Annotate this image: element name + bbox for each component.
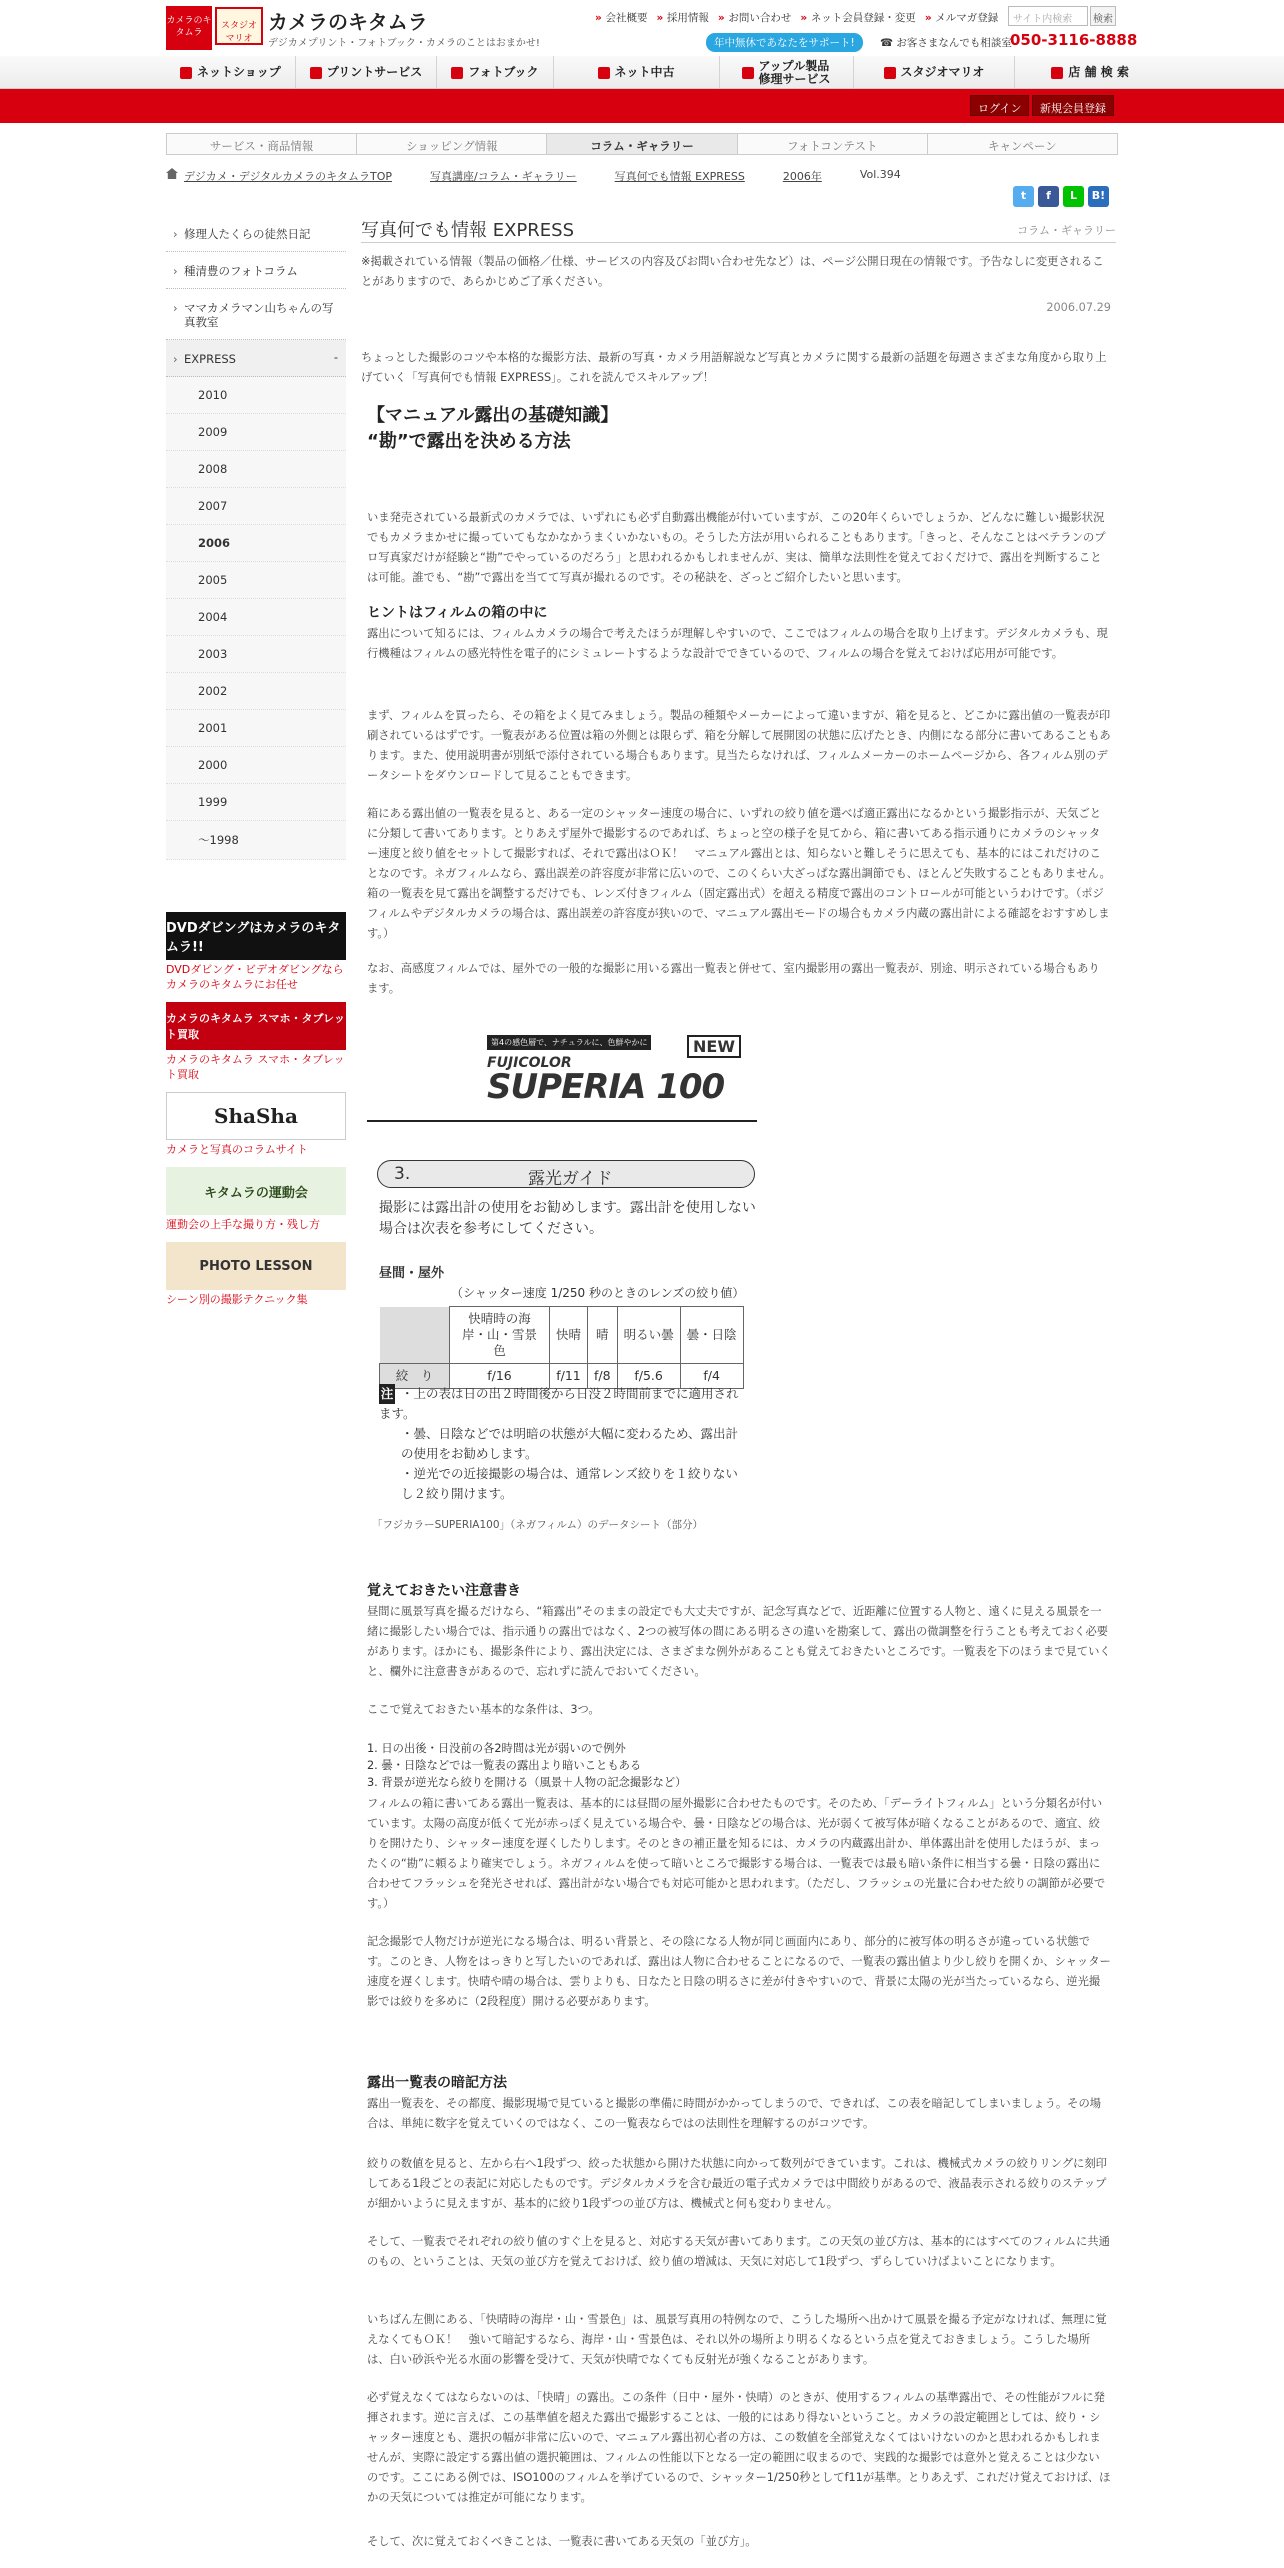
sidebar-year-2010[interactable]: 2010	[166, 377, 346, 414]
paragraph-4: 箱にある露出値の一覧表を見ると、ある一定のシャッター速度の場合に、いずれの絞り値を選べば適正露出になるかという撮影指示が、天気ごとに分類して書いてあります。とりあえず屋外で撮影するのであれば、ちょっと空の様子を見てから、箱に書いてある指示通りにカメラのシャッター速度と絞り値をセットして撮影すれば、それで露出はＯＫ！ マニュアル露出とは、知らないと難しそうに思えても、基本的にはこれだけのことなのです。ネガフィルムなら、露出誤差の許容度が非常に広いので、このくらい大ざっぱな露出調節でも、ほとんど失敗することもありません。箱の一覧表を見て露出を調整するだけでも、レンズ付きフィルム（固定露出式）を超える精度で露出のコントロールが可能というわけです。（ポジフィルムやデジタルカメラの場合は、露出誤差の許容度が狭いので、マニュアル露出モードの場合もカメラ内蔵の露出計による確認をおすすめします。）	[367, 807, 1111, 940]
header-link-company[interactable]: » 会社概要	[595, 10, 647, 25]
line-icon[interactable]: L	[1063, 186, 1084, 207]
table-cell: f/4	[680, 1364, 743, 1389]
header-link-recruit[interactable]: » 採用情報	[656, 10, 708, 25]
breadcrumb-year[interactable]: 2006年	[782, 170, 822, 183]
paragraph-2: 露出について知るには、フィルムカメラの場合で考えたほうが理解しやすいので、ここではフィルムの場合を取り上げます。デジタルカメラも、現行機種はフィルムの感光特性を電子的にシミュレートするような設計でできているので、フィルムの場合を覚えておけば応用が可能です。	[367, 627, 1108, 660]
facebook-icon[interactable]: f	[1038, 186, 1059, 207]
sidebar-year-2000[interactable]: 2000	[166, 747, 346, 784]
banner-smartphone[interactable]	[166, 1002, 346, 1082]
banner-photo-lesson-caption[interactable]: シーン別の撮影テクニック集	[166, 1293, 308, 1306]
tab-service[interactable]: サービス・商品情報	[167, 134, 357, 154]
header-link-member[interactable]: » ネット会員登録・変更	[800, 10, 915, 25]
paragraph-8: フィルムの箱に書いてある露出一覧表は、基本的には昼間の屋外撮影に合わせたものです。そのため、「デーライトフィルム」という分類名が付いています。太陽の高度が低くて光が赤っぽく見えている場合や、曇・日陰などの場合は、光が弱くて被写体が暗くなることがあるので、適宜、絞りを開けたり、シャッター速度を遅くしたりします。そのときの補正量を知るには、カメラの内蔵露出計か、単体露出計を使用したほうが、まったくの“勘”に頼るより確実でしょう。ネガフィルムを使って暗いところで撮影する場合は、一覧表では最も暗い条件に相当する曇・日陰の露出に合わせてフラッシュを発光させれば、露出計がない場合でも対応可能かと思われます。（ただし、フラッシュの光量に合わせた絞りの調節が必要です。）	[367, 1797, 1106, 1910]
cart-icon	[180, 67, 192, 79]
kitamura-logo[interactable]: カメラのキタムラ	[166, 6, 212, 50]
exposure-table	[379, 1306, 744, 1389]
paragraph-3: まず、フィルムを買ったら、その箱をよく見てみましょう。製品の種類やメーカーによって違いますが、箱を見ると、どこかに露出値の一覧表が印刷されているはずです。一覧表がある位置は箱の外側とは限らず、箱を分解して展開図の状態に広げたとき、内側になる部分に書いてあることもあります。また、使用説明書が別紙で添付されている場合もあります。見当たらなければ、フィルムメーカーのホームページから、各フィルム別のデータシートをダウンロードして見ることもできます。	[367, 709, 1111, 782]
list-item: 3. 背景が逆光なら絞りを開ける（風景＋人物の記念撮影など）	[367, 1776, 687, 1789]
global-nav	[0, 56, 1284, 89]
banner-dvd[interactable]	[166, 912, 346, 992]
gnav-apple-repair[interactable]: アップル製品 修理サービス	[720, 56, 854, 89]
banner-shasha[interactable]	[166, 1092, 346, 1157]
banner-shasha-image[interactable]: ShaSha	[166, 1092, 346, 1140]
table-cell: f/11	[550, 1364, 588, 1389]
gnav-print[interactable]: プリントサービス	[296, 56, 438, 89]
gnav-used[interactable]: ネット中古	[554, 56, 720, 89]
sheet-divider	[367, 1120, 757, 1122]
sidebar-year-2006[interactable]: 2006	[166, 525, 346, 562]
support-note: ☎ お客さまなんでも相談室	[880, 37, 1012, 49]
studio-mario-logo[interactable]: スタジオマリオ	[215, 7, 263, 45]
intro-text: ちょっとした撮影のコツや本格的な撮影方法、最新の写真・カメラ用語解説など写真とカメラに関する最新の話題を毎週さまざまな角度から取り上げていく「写真何でも情報 EXPRESS」。これを読んでスキルアップ！	[361, 351, 1107, 384]
paragraph-10: 露出一覧表を、その都度、撮影現場で見ていると撮影の準備に時間がかかってしまうので、できれば、この表を暗記してしまいましょう。その場合は、単純に数字を覚えていくのではなく、この一覧表ならではの法則性を理解するのがコツです。	[367, 2097, 1102, 2130]
sidebar-year-1998[interactable]: ～1998	[166, 821, 346, 860]
sidebar-item-mama-camera[interactable]: › ママカメラマン山ちゃんの写真教室	[166, 289, 346, 340]
gnav-netshop[interactable]: ネットショップ	[166, 56, 296, 89]
list-item: 2. 曇・日陰などでは一覧表の露出より暗いこともある	[367, 1759, 642, 1772]
breadcrumb-column[interactable]: 写真講座/コラム・ギャラリー	[430, 170, 577, 183]
table-row-label: 絞 り	[380, 1364, 450, 1389]
support-badge: 年中無休であなたをサポート!	[706, 33, 863, 52]
wrench-icon	[742, 67, 754, 79]
tab-column[interactable]: コラム・ギャラリー	[547, 134, 737, 154]
datasheet-caption: 「フジカラーSUPERIA100」（ネガフィルム）のデータシート（部分）	[372, 1519, 704, 1531]
twitter-icon[interactable]: t	[1013, 186, 1034, 207]
sidebar-year-1999[interactable]: 1999	[166, 784, 346, 821]
condition-label: 昼間・屋外	[379, 1266, 445, 1281]
superia-logo: 第4の感色層で、ナチュラルに、色鮮やかに NEW FUJICOLOR SUPERIA 100	[487, 1035, 747, 1125]
table-header: 曇・日陰	[680, 1307, 743, 1364]
table-cell: f/8	[588, 1364, 618, 1389]
exposure-guide-heading: 3. 露光ガイド	[377, 1160, 755, 1188]
header-link-mailmag[interactable]: » メルマガ登録	[925, 10, 998, 25]
member-bar	[0, 89, 1284, 123]
site-search-input[interactable]: サイト内検索	[1008, 6, 1088, 26]
sidebar-year-2002[interactable]: 2002	[166, 673, 346, 710]
heading-notes: 覚えておきたい注意書き	[367, 1583, 521, 1599]
paragraph-5: なお、高感度フィルムでは、屋外での一般的な撮影に用いる露出一覧表と併せて、室内撮影用の露出一覧表が、別途、明示されている場合もあります。	[367, 962, 1100, 995]
sidebar-item-repair-diary[interactable]: › 修理人たくらの徒然日記	[166, 215, 346, 252]
banner-smartphone-caption[interactable]: カメラのキタムラ スマホ・タブレット買取	[166, 1053, 345, 1081]
paragraph-11: 絞りの数値を見ると、左から右へ1段ずつ、絞った状態から開けた状態に向かって数列ができています。これは、機械式カメラの絞りリングに刻印してある1段ごとの表記に対応したものです。デジタルカメラを含む最近の電子式カメラでは中間絞りがあるので、液晶表示される絞りのステップが細かいように見えますが、基本的に絞り1段ずつの並び方は、機械式と何も変わりません。	[367, 2157, 1107, 2210]
banner-photo-lesson[interactable]	[166, 1242, 346, 1307]
support-phone[interactable]: 050-3116-8888	[1010, 31, 1138, 49]
conditions-list	[361, 1740, 686, 1791]
banner-smartphone-image[interactable]: カメラのキタムラ スマホ・タブレット買取	[166, 1002, 346, 1050]
hatena-bookmark-icon[interactable]: B!	[1088, 186, 1109, 207]
table-cell: f/5.6	[617, 1364, 680, 1389]
login-button[interactable]: ログイン	[970, 95, 1029, 116]
banner-photo-lesson-image[interactable]: PHOTO LESSON	[166, 1242, 346, 1290]
banner-sports-day-image[interactable]: キタムラの運動会	[166, 1167, 346, 1215]
shutter-note: （シャッター速度 1/250 秒のときのレンズの絞り値）	[451, 1286, 745, 1300]
camera-icon	[598, 67, 610, 79]
table-notes: 注 ・上の表は日の出２時間後から日没２時間前までに適用されます。 ・曇、日陰などでは明暗の状態が大幅に変わるため、露出計の使用をお勧めします。 ・逆光での近接撮影の場合は、通常レンズ絞りを１絞りないし２絞り開けます。	[379, 1386, 739, 1501]
header-link-contact[interactable]: » お問い合わせ	[718, 10, 791, 25]
category-label: コラム・ギャラリー	[1017, 224, 1116, 237]
brand-title[interactable]: カメラのキタムラ	[268, 10, 428, 34]
sidebar-item-express[interactable]: › EXPRESS -	[166, 340, 346, 377]
title-divider	[361, 242, 1116, 243]
note-badge: 注	[379, 1384, 395, 1404]
breadcrumb-top[interactable]: デジカメ・デジタルカメラのキタムラTOP	[184, 170, 393, 183]
register-button[interactable]: 新規会員登録	[1032, 95, 1114, 116]
sidebar-year-2001[interactable]: 2001	[166, 710, 346, 747]
brand-tagline: デジカメプリント・フォトブック・カメラのことはおまかせ!	[268, 38, 540, 49]
list-item: 1. 日の出後・日没前の各2時間は光が弱いので例外	[367, 1742, 626, 1755]
headline-2: “勘”で露出を決める方法	[367, 431, 571, 452]
tab-contest[interactable]: フォトコンテスト	[738, 134, 928, 154]
heading-hint: ヒントはフィルムの箱の中に	[367, 605, 548, 621]
table-header: 快晴時の海岸・山・雪景色	[450, 1307, 550, 1364]
search-button[interactable]: 検索	[1090, 6, 1116, 26]
sidebar	[166, 215, 346, 1307]
print-icon	[310, 67, 322, 79]
sidebar-year-2003[interactable]: 2003	[166, 636, 346, 673]
breadcrumb	[166, 168, 939, 184]
banner-sports-day-caption[interactable]: 運動会の上手な撮り方・残し方	[166, 1218, 320, 1231]
paragraph-15: そして、次に覚えておくべきことは、一覧表に書いてある天気の「並び方」。	[367, 2535, 757, 2548]
table-header: 晴	[588, 1307, 618, 1364]
breadcrumb-current: Vol.394	[859, 168, 901, 181]
paragraph-14: 必ず覚えなくてはならないのは、「快晴」の露出。この条件（日中・屋外・快晴）のときが、使用するフィルムの基準露出で、その性能がフルに発揮されます。逆に言えば、この基準値を超えた露出で撮影することは、一般的にはあり得ないということ。カメラの設定範囲としては、絞り・シャッター速度とも、選択の幅が非常に広いので、マニュアル露出初心者の方は、この数値を全部覚えなくてはいけないのかと思われるかもしれませんが、実際に設定する露出値の選択範囲は、フィルムの性能以下となる一定の範囲に収まるので、実践的な撮影では意外と覚えることは少ないのです。ここにある例では、ISO100のフィルムを挙げているので、シャッター1/250秒としてf11が基準。とりあえず、これだけ覚えておけば、ほかの天気については推定が可能になります。	[367, 2391, 1111, 2504]
publish-date: 2006.07.29	[1046, 301, 1111, 314]
tab-campaign[interactable]: キャンペーン	[928, 134, 1117, 154]
banner-dvd-image[interactable]: DVDダビングはカメラのキタムラ!!	[166, 912, 346, 960]
tab-shopping[interactable]: ショッピング情報	[357, 134, 547, 154]
home-icon	[166, 168, 178, 179]
sidebar-year-2004[interactable]: 2004	[166, 599, 346, 636]
gnav-store-search[interactable]: 店 舗 検 索	[1015, 56, 1165, 89]
gnav-photobook[interactable]: フォトブック	[437, 56, 553, 89]
page-title: 写真何でも情報 EXPRESS	[361, 220, 575, 241]
store-icon	[1051, 67, 1063, 79]
header-links	[595, 10, 998, 25]
heading-memo: 露出一覧表の暗記方法	[367, 2075, 507, 2091]
sidebar-year-2007[interactable]: 2007	[166, 488, 346, 525]
studio-icon	[884, 67, 896, 79]
paragraph-6: 昼間に風景写真を撮るだけなら、“箱露出”そのままの設定でも大丈夫ですが、記念写真などで、近距離に位置する人物と、遠くに見える風景を一緒に撮影したい場合では、指示通りの露出ではなく、2つの被写体の間にある明るさの違いを勘案して、露出の微調整を行うことも考えておく必要があります。ほかにも、撮影条件により、露出決定には、さまざまな例外があることも覚えておきたいところです。一覧表を下のほうまで見ていくと、欄外に注意書きがあるので、忘れずに読んでおいてください。	[367, 1605, 1111, 1678]
share-buttons	[1013, 186, 1109, 207]
sidebar-year-2009[interactable]: 2009	[166, 414, 346, 451]
table-cell: f/16	[450, 1364, 550, 1389]
notice-text: ※掲載されている情報（製品の価格／仕様、サービスの内容及びお問い合わせ先など）は、ページ公開日現在の情報です。予告なしに変更されることがありますので、あらかじめご了承ください。	[361, 255, 1104, 288]
sidebar-item-photo-column[interactable]: › 種清豊のフォトコラム	[166, 252, 346, 289]
collapse-icon[interactable]: -	[333, 350, 338, 364]
site-header	[0, 0, 1284, 55]
exposure-guide-text: 撮影には露出計の使用をお勧めします。露出計を使用しない場合は次表を参考にしてください。	[379, 1200, 756, 1237]
category-tabs	[166, 133, 1118, 155]
table-header: 快晴	[550, 1307, 588, 1364]
banner-dvd-caption[interactable]: DVDダビング・ビデオダビングならカメラのキタムラにお任せ	[166, 963, 344, 991]
paragraph-13: いちばん左側にある、「快晴時の海岸・山・雪景色」は、風景写真用の特例なので、こうした場所へ出かけて風景を撮る予定がなければ、無理に覚えなくてもＯＫ！ 強いて暗記するなら、海岸・山・雪景色は、それ以外の場所より明るくなるという点を覚えておきましょう。こうした場所は、白い砂浜や光る水面の影響を受けて、天気が快晴でなくても反射光が強くなることがあります。	[367, 2313, 1107, 2366]
superia-datasheet	[367, 1030, 757, 1535]
sidebar-year-2005[interactable]: 2005	[166, 562, 346, 599]
paragraph-12: そして、一覧表でそれぞれの絞り値のすぐ上を見ると、対応する天気が書いてあります。この天気の並び方は、基本的にはすべてのフィルムに共通のもの、ということは、天気の並び方を覚えておけば、絞り値の増減は、天気に対応して1段ずつ、ずらしていけばよいことになります。	[367, 2235, 1110, 2268]
banner-shasha-caption[interactable]: カメラと写真のコラムサイト	[166, 1143, 308, 1156]
paragraph-7: ここで覚えておきたい基本的な条件は、3つ。	[367, 1703, 600, 1716]
gnav-studio-mario[interactable]: スタジオマリオ	[854, 56, 1016, 89]
book-icon	[451, 67, 463, 79]
paragraph-1: いま発売されている最新式のカメラでは、いずれにも必ず自動露出機能が付いていますが、この20年くらいでしょうか、どんなに難しい撮影状況でもカメラまかせに撮っていてもなかなかうまくいかないもの。そうした方法が用いられることもあります。「きっと、そんなことはベテランのプロ写真家だけが経験と“勘”でやっているのだろう」と思われるかもしれませんが、実は、簡単な法則性を覚えておくだけで、露出を判断することは可能。誰でも、“勘”で露出を当てて写真が撮れるのです。その秘訣を、ざっとご紹介したいと思います。	[367, 511, 1106, 584]
breadcrumb-express[interactable]: 写真何でも情報 EXPRESS	[614, 170, 745, 183]
banner-sports-day[interactable]	[166, 1167, 346, 1232]
headline-1: 【マニュアル露出の基礎知識】	[367, 405, 619, 426]
sidebar-year-2008[interactable]: 2008	[166, 451, 346, 488]
table-header: 明るい曇	[617, 1307, 680, 1364]
paragraph-9: 記念撮影で人物だけが逆光になる場合は、明るい背景と、その陰になる人物が同じ画面内にあり、部分的に被写体の明るさが違っている状態です。このとき、人物をはっきりと写したいのであれば、露出は人物に合わせることになるので、一覧表の露出値より少し絞りを開くか、シャッター速度を遅くします。快晴や晴の場合は、雲りよりも、日なたと日陰の明るさに差が付きやすいので、背景に太陽の光が当たっているなら、逆光撮影では絞りを多めに（2段程度）開ける必要があります。	[367, 1935, 1111, 2008]
